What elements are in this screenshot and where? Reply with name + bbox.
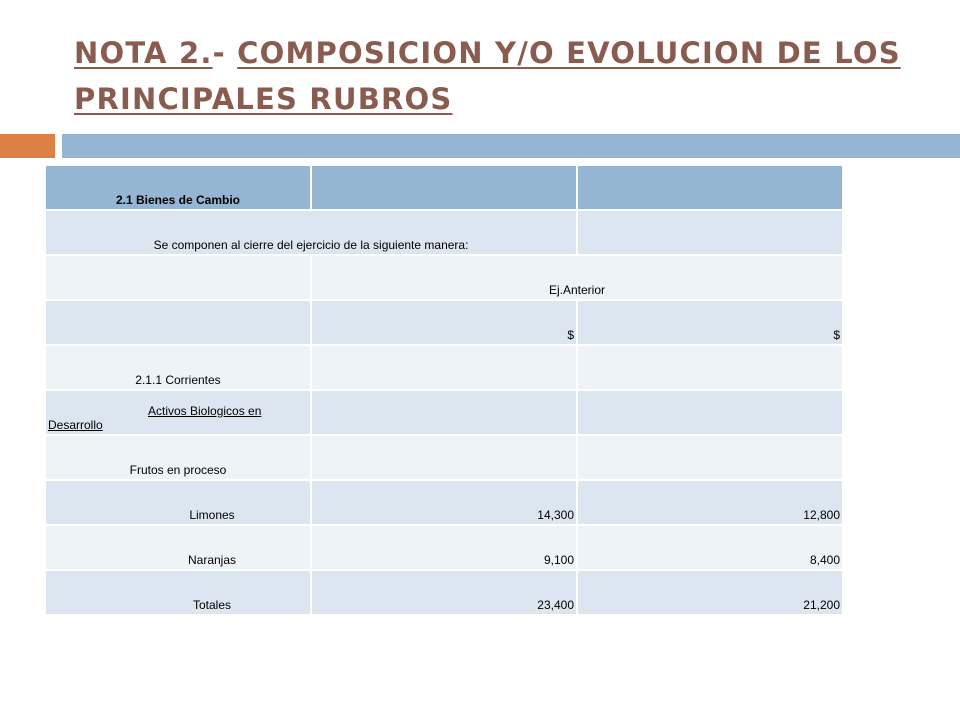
table-row (46, 391, 844, 436)
accent-bar-orange (0, 134, 55, 158)
table-cell (578, 346, 844, 391)
accent-bar-blue (62, 134, 960, 158)
table-row (46, 301, 844, 346)
value-actual: 23,400 (312, 571, 578, 616)
title-heading: COMPOSICION Y/O EVOLUCION DE LOS PRINCIPALES RUBROS (74, 36, 901, 116)
currency-symbol: $ (312, 301, 578, 346)
page-title (74, 30, 934, 122)
table-row (46, 571, 844, 616)
table-cell (46, 301, 312, 346)
section-label: 2.1.1 Corrientes (46, 346, 312, 391)
row-label: Limones (46, 481, 312, 526)
row-label: Totales (46, 571, 312, 616)
table-header-title: 2.1 Bienes de Cambio (46, 166, 312, 211)
table-row (46, 256, 844, 301)
row-label: Naranjas (46, 526, 312, 571)
value-anterior: 8,400 (578, 526, 844, 571)
table-row (46, 211, 844, 256)
table-row (46, 436, 844, 481)
intro-text: Se componen al cierre del ejercicio de la siguiente manera: (46, 211, 578, 256)
table-row (46, 481, 844, 526)
table-header-cell (578, 166, 844, 211)
group-label: Frutos en proceso (46, 436, 312, 481)
value-actual: 14,300 (312, 481, 578, 526)
value-anterior: 21,200 (578, 571, 844, 616)
table-row (46, 346, 844, 391)
table-row (46, 526, 844, 571)
title-note-number: NOTA 2. (74, 36, 213, 70)
table-cell (578, 211, 844, 256)
table-cell (578, 391, 844, 436)
column-label-ej-anterior: Ej.Anterior (312, 256, 844, 301)
value-anterior: 12,800 (578, 481, 844, 526)
value-actual: 9,100 (312, 526, 578, 571)
table-cell (312, 436, 578, 481)
table-header-cell (312, 166, 578, 211)
table-cell (312, 391, 578, 436)
table-cell (578, 436, 844, 481)
currency-symbol: $ (578, 301, 844, 346)
table-cell (46, 256, 312, 301)
bienes-de-cambio-table (46, 166, 844, 616)
table-header-row (46, 166, 844, 211)
title-separator: - (212, 36, 238, 70)
subsection-label: Activos Biologicos en Desarrollo (46, 391, 312, 436)
table-cell (312, 346, 578, 391)
